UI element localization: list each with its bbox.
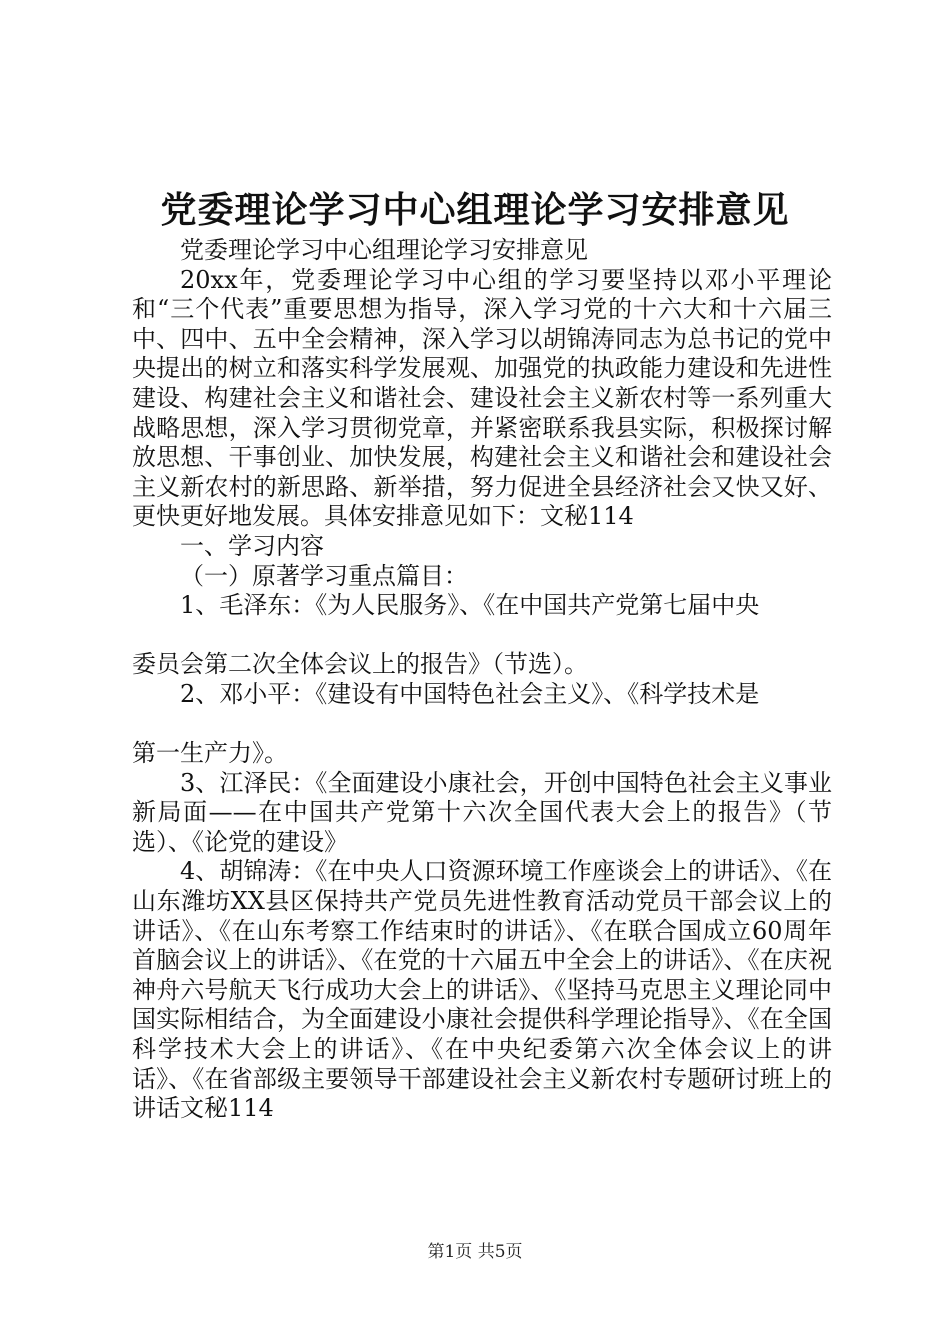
list-item-3: 3、江泽民：《全面建设小康社会，开创中国特色社会主义事业新局面——在中国共产党第十六次全国代表大会上的报告》（节选）、《论党的建设》 bbox=[132, 768, 832, 856]
document-body bbox=[132, 236, 832, 1124]
list-item-1-line-2: 委员会第二次全体会议上的报告》（节选）。 bbox=[132, 650, 588, 679]
page-number: 第1页 共5页 bbox=[427, 1242, 523, 1262]
section-heading: 一、学习内容 bbox=[180, 531, 324, 560]
subsection-heading: （一）原著学习重点篇目： bbox=[180, 561, 468, 590]
list-item-1-line-1: 1、毛泽东：《为人民服务》、《在中国共产党第七届中央 bbox=[180, 591, 760, 620]
intro-paragraph: 20xx年，党委理论学习中心组的学习要坚持以邓小平理论和“三个代表”重要思想为指导，深入学习党的十六大和十六届三中、四中、五中全会精神，深入学习以胡锦涛同志为总书记的党中央提出的树立和落实科学发展观、加强党的执政能力建设和先进性建设、构建社会主义和谐社会、建设社会主义新农村等一系列重大战略思想，深入学习贯彻党章，并紧密联系我县实际，积极探讨解放思想、干事创业、加快发展，构建社会主义和谐社会和建设社会主义新农村的新思路、新举措，努力促进全县经济社会又快又好、更快更好地发展。具体安排意见如下：文秘114 bbox=[132, 265, 832, 531]
list-item-4: 4、胡锦涛：《在中央人口资源环境工作座谈会上的讲话》、《在山东潍坊XX县区保持共产党员先进性教育活动党员干部会议上的讲话》、《在山东考察工作结束时的讲话》、《在联合国成立60周年首脑会议上的讲话》、《在党的十六届五中全会上的讲话》、《在庆祝神舟六号航天飞行成功大会上的讲话》、《坚持马克思主义理论同中国实际相结合，为全面建设小康社会提供科学理论指导》、《在全国科学技术大会上的讲话》、《在中央纪委第六次全体会议上的讲话》、《在省部级主要领导干部建设社会主义新农村专题研讨班上的讲话文秘114 bbox=[132, 857, 832, 1123]
list-item-2-line-1: 2、邓小平：《建设有中国特色社会主义》、《科学技术是 bbox=[180, 679, 760, 708]
document-title: 党委理论学习中心组理论学习安排意见 bbox=[160, 189, 790, 231]
list-item-2-line-2: 第一生产力》。 bbox=[132, 739, 288, 768]
subtitle-paragraph: 党委理论学习中心组理论学习安排意见 bbox=[180, 236, 588, 264]
